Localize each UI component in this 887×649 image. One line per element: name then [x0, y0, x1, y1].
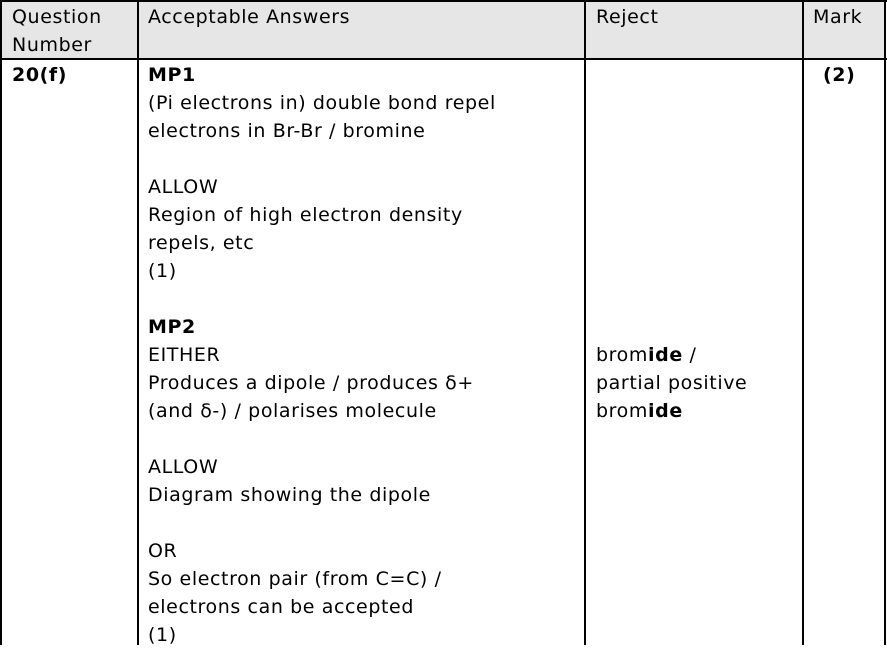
either-text-line1: Produces a dipole / produces δ+ — [148, 372, 474, 394]
header-question-number — [12, 3, 102, 59]
header-divider — [0, 58, 887, 60]
column-divider-1 — [137, 0, 139, 645]
mark-value: (2) — [823, 64, 856, 86]
reject-line3-part1: brom — [596, 400, 648, 422]
reject-line3-part2: ide — [648, 400, 683, 422]
question-number: 20(f) — [12, 64, 68, 86]
mp2-heading: MP2 — [148, 316, 196, 338]
mp2-mark: (1) — [148, 624, 177, 646]
table-border-left — [0, 0, 2, 645]
allow2-label: ALLOW — [148, 456, 219, 478]
reject-cell — [596, 341, 747, 425]
header-acceptable-answers — [148, 3, 350, 31]
header-question-number-line1: Question — [12, 6, 102, 28]
allow1-text-line2: repels, etc — [148, 232, 255, 254]
header-reject-label: Reject — [596, 6, 659, 28]
table-border-right — [884, 0, 886, 645]
or-text-line1: So electron pair (from C=C) / — [148, 568, 442, 590]
allow1-label: ALLOW — [148, 176, 219, 198]
header-mark-label: Mark — [813, 6, 863, 28]
header-question-number-line2: Number — [12, 34, 92, 56]
mp1-text-line1: (Pi electrons in) double bond repel — [148, 92, 496, 114]
reject-line2: partial positive — [596, 372, 748, 394]
reject-line1-part2: ide — [648, 344, 683, 366]
header-mark — [813, 3, 862, 31]
either-label: EITHER — [148, 344, 221, 366]
column-divider-2 — [584, 0, 586, 645]
mp1-text-line2: electrons in Br-Br / bromine — [148, 120, 426, 142]
or-text-line2: electrons can be accepted — [148, 596, 414, 618]
column-divider-3 — [802, 0, 804, 645]
reject-line1-part3: / — [682, 344, 697, 366]
either-text-line2: (and δ-) / polarises molecule — [148, 400, 437, 422]
mp1-heading: MP1 — [148, 64, 196, 86]
reject-line1-part1: brom — [596, 344, 648, 366]
allow2-text-line1: Diagram showing the dipole — [148, 484, 431, 506]
reject-line3 — [596, 397, 747, 425]
or-label: OR — [148, 540, 178, 562]
header-row-background — [2, 2, 884, 58]
acceptable-answers-cell — [148, 61, 496, 649]
reject-line1 — [596, 341, 747, 369]
table-border-top — [0, 0, 887, 2]
header-acceptable-answers-label: Acceptable Answers — [148, 6, 351, 28]
allow1-text-line1: Region of high electron density — [148, 204, 463, 226]
question-number-cell — [12, 61, 67, 89]
mark-cell — [823, 61, 855, 89]
mp1-mark: (1) — [148, 260, 177, 282]
header-reject — [596, 3, 659, 31]
